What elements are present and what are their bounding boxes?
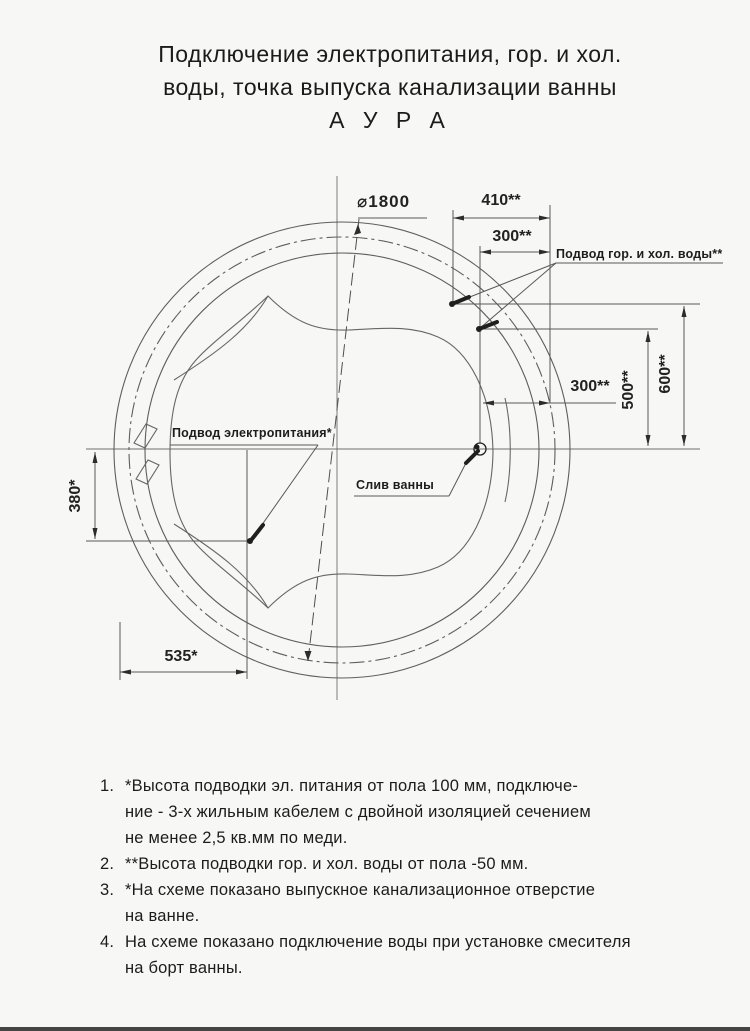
scan-edge-bar [0,1027,750,1031]
tub-rim-circles [114,222,570,678]
dim-500: 500** [620,370,637,410]
hot-water-point-dot [449,301,455,307]
outer-rim-circle [114,222,570,678]
dim-535: 535* [164,648,198,665]
note-4 [100,929,700,981]
diameter-dimension-label: ⌀1800 [357,192,411,211]
dim-600: 600** [657,354,674,394]
note-1-line-3: не менее 2,5 кв.мм по меди. [125,829,348,847]
power-point-dot [247,538,253,544]
notes-list [100,773,700,981]
note-2-number: 2. [100,855,115,873]
note-2-line-1: **Высота подводки гор. и хол. воды от пола -50 мм. [125,855,529,873]
dimension-lines [86,205,723,680]
basin-outline [134,296,510,608]
power-point-tick [252,525,263,539]
note-1-line-1: *Высота подводки эл. питания от пола 100 мм, подключе- [125,777,579,795]
water-supply-label: Подвод гор. и хол. воды** [556,247,723,261]
drain-label: Слив ванны [356,478,435,492]
dim-380: 380* [67,479,84,513]
dim-300-top: 300** [492,228,532,245]
dim-410: 410** [481,192,521,209]
title-line-2: воды, точка выпуска канализации ванны [163,74,617,100]
note-3-line-2: на ванне. [125,907,200,925]
note-1-number: 1. [100,777,115,795]
note-3-line-1: *На схеме показано выпускное канализационное отверстие [125,881,596,899]
note-4-line-1: На схеме показано подключение воды при установке смесителя [125,933,631,951]
rim-centerline-circle [129,237,555,663]
basin-side-contour [505,398,510,502]
note-3 [100,877,700,929]
note-3-number: 3. [100,881,115,899]
title-model-name: А У Р А [329,107,451,133]
note-4-number: 4. [100,933,115,951]
note-2 [100,851,700,877]
cold-water-point-dot [476,326,482,332]
power-supply-label: Подвод электропитания* [172,426,332,440]
note-1-line-2: ние - 3-х жильным кабелем с двойной изоляцией сечением [125,803,591,821]
title-line-1: Подключение электропитания, гор. и хол. [158,41,622,67]
connection-point-markers [247,297,497,544]
note-1 [100,773,700,851]
dim-300-drain: 300** [570,378,610,395]
note-4-line-2: на борт ванны. [125,959,243,977]
